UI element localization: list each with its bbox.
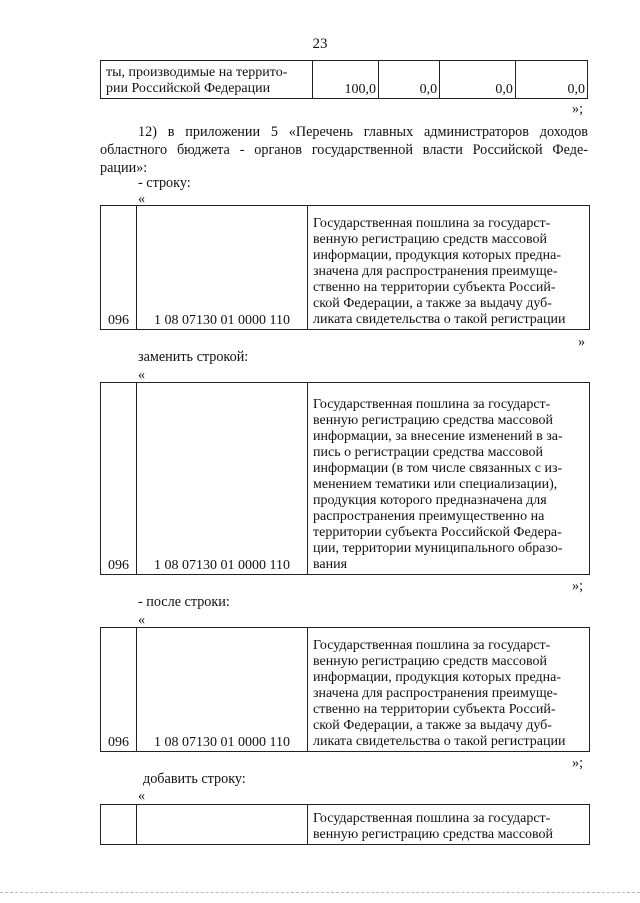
label-replace: заменить строкой: — [138, 349, 249, 365]
description-line: продукция которого предназначена для — [313, 493, 547, 508]
description-line: ции, территории муниципального образо- — [313, 541, 563, 556]
description-line: ликата свидетельства о такой регистрации — [313, 734, 566, 749]
description-line: распространения преимущественно на — [313, 509, 545, 524]
description-line: венную регистрацию средства массовой — [313, 413, 554, 428]
description-line: венную регистрацию средства массовой — [313, 827, 554, 842]
admin-code: 096 — [101, 628, 137, 752]
description-line: ликата свидетельства о такой регистрации — [313, 312, 566, 327]
description-line: ской Федерации, а также за выдачу дуб- — [313, 718, 552, 733]
opening-quote: « — [138, 788, 146, 804]
closing-quote: »; — [572, 755, 584, 771]
top-table-value: 0,0 — [440, 61, 516, 99]
description-line: менением тематики или специализации), — [313, 477, 558, 492]
closing-quote: »; — [572, 101, 584, 117]
table-row-added — [100, 804, 590, 845]
description-line: Государственная пошлина за государст- — [313, 397, 551, 412]
table-row-after — [100, 627, 590, 752]
description-line: вания — [313, 557, 348, 572]
description-line: венную регистрацию средств массовой — [313, 654, 548, 669]
description-line: значена для распространения преимуще- — [313, 264, 558, 279]
paragraph-line: областного бюджета - органов государственной власти Российской Феде- — [100, 142, 588, 158]
label-row: - строку: — [138, 175, 191, 191]
kbk-code: 1 08 07130 01 0000 110 — [137, 383, 308, 575]
description-line: Государственная пошлина за государст- — [313, 216, 551, 231]
opening-quote: « — [138, 367, 146, 383]
kbk-code: 1 08 07130 01 0000 110 — [137, 628, 308, 752]
description-line: информации, продукция которых предна- — [313, 670, 561, 685]
description-line: ской Федерации, а также за выдачу дуб- — [313, 296, 552, 311]
description-line: территории субъекта Российской Федера- — [313, 525, 562, 540]
closing-quote: » — [578, 334, 586, 350]
label-add: добавить строку: — [143, 771, 246, 787]
opening-quote: « — [138, 191, 146, 207]
description-line: пись о регистрации средства массовой — [313, 445, 543, 460]
label-after: - после строки: — [138, 594, 230, 610]
top-table-text-line: ты, производимые на террито- — [106, 65, 288, 80]
top-table-value: 0,0 — [378, 61, 439, 99]
description-line: информации (в том числе связанных с из- — [313, 461, 563, 476]
admin-code: 096 — [101, 206, 137, 330]
top-table-value: 0,0 — [515, 61, 587, 99]
admin-code — [101, 805, 137, 845]
description-line: значена для распространения преимуще- — [313, 686, 558, 701]
top-table-value: 100,0 — [312, 61, 378, 99]
description-line: ственно на территории субъекта Россий- — [313, 702, 556, 717]
description-line: Государственная пошлина за государст- — [313, 811, 551, 826]
table-row-original — [100, 205, 590, 330]
page-edge-divider — [0, 892, 640, 893]
description-line: ственно на территории субъекта Россий- — [313, 280, 556, 295]
kbk-code: 1 08 07130 01 0000 110 — [137, 206, 308, 330]
paragraph-line: 12) в приложении 5 «Перечень главных администраторов доходов — [138, 124, 588, 140]
description-line: венную регистрацию средств массовой — [313, 232, 548, 247]
page-number: 23 — [312, 36, 328, 52]
paragraph-line: рации»: — [100, 160, 148, 176]
table-row-replacement — [100, 382, 590, 575]
description-line: информации, за внесение изменений в за- — [313, 429, 563, 444]
description-line: Государственная пошлина за государст- — [313, 638, 551, 653]
closing-quote: »; — [572, 578, 584, 594]
admin-code: 096 — [101, 383, 137, 575]
kbk-code — [137, 805, 308, 845]
item-paragraph — [100, 123, 588, 177]
opening-quote: « — [138, 612, 146, 628]
top-table-text-line: рии Российской Федерации — [106, 81, 271, 96]
top-table — [100, 60, 588, 99]
description-line: информации, продукция которых предна- — [313, 248, 561, 263]
